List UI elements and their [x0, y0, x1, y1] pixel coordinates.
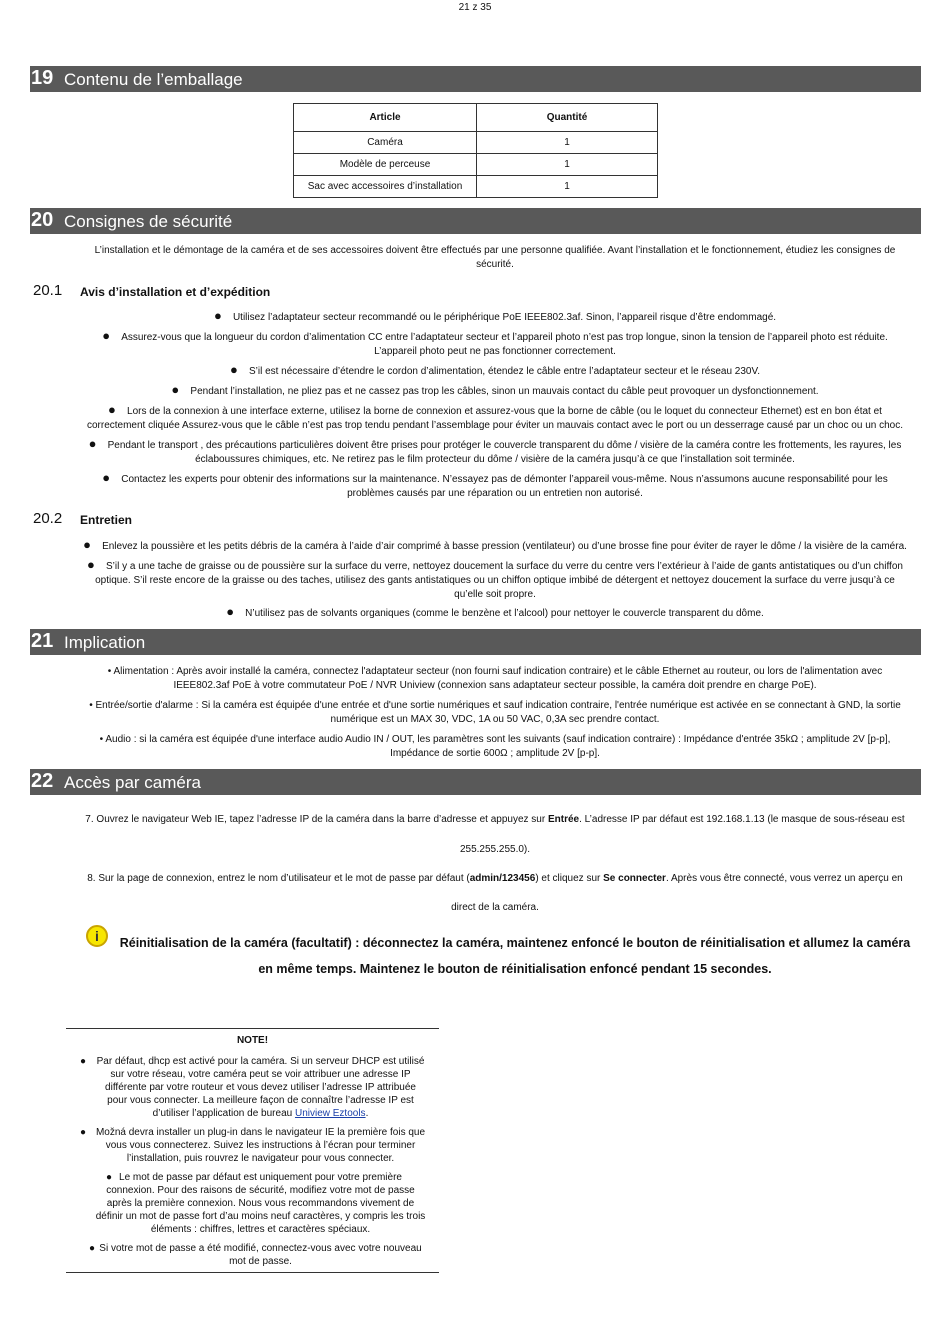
- note-item-1: [88, 1055, 433, 1120]
- text-line: Réinitialisation de la caméra (facultatif) : déconnectez la caméra, maintenez enfoncé le bouton de réinitialisation et allumez la caméra: [119, 936, 911, 950]
- table-cell: 1: [477, 154, 658, 176]
- bullet-icon: ●: [87, 557, 95, 572]
- bullet-text: qu’elle soit propre.: [454, 589, 536, 600]
- section-title: Implication: [64, 633, 146, 652]
- list-item: [60, 403, 930, 433]
- text-line: sur votre réseau, votre caméra peut se voir attribuer une adresse IP: [110, 1069, 411, 1080]
- bullet-icon: ●: [102, 328, 111, 343]
- section-21-header: [30, 629, 921, 655]
- table-cell: Caméra: [294, 132, 477, 154]
- bullet-icon: ●: [80, 1127, 87, 1138]
- text-line: mot de passe.: [229, 1256, 292, 1267]
- step-7-line2: 255.255.255.0).: [459, 844, 531, 855]
- bullet-icon: ●: [229, 362, 238, 377]
- note-item-2: [88, 1126, 433, 1165]
- bullet-text: Contactez les experts pour obtenir des informations sur la maintenance. N’essayez pas de démonter l’appareil vous-même. Nous n’assumons aucune responsabilité pour les: [121, 474, 888, 485]
- list-item: [60, 605, 930, 621]
- bullet-text: Pendant le transport , des précautions particulières doivent être prises pour protéger le couvercle transparent du dôme / visière de la caméra contre les frottements, les rayures, les: [107, 440, 902, 451]
- text-line: définir un mot de passe fort d’au moins neuf caractères, y compris les trois: [95, 1211, 426, 1222]
- text-span: . Après vous être connecté, vous verrez un aperçu en: [665, 873, 903, 884]
- list-item: [60, 363, 930, 379]
- text-span: 7. Ouvrez le navigateur Web IE, tapez l’adresse IP de la caméra dans la barre d’adresse et appuyez sur: [85, 814, 548, 825]
- bullet-icon: ●: [108, 402, 116, 417]
- list-item: [60, 329, 930, 359]
- bullet-icon: ●: [213, 308, 222, 323]
- bold-text: Se connecter: [603, 873, 666, 884]
- safety-intro: [60, 244, 930, 272]
- list-item: [60, 309, 930, 325]
- step-8: [60, 872, 930, 886]
- subsection-title: Entretien: [80, 513, 133, 527]
- note-item-4: [88, 1242, 433, 1268]
- subsection-20-2: [33, 510, 133, 527]
- implication-power: [60, 665, 930, 693]
- table-cell: 1: [477, 176, 658, 198]
- bullet-text: Enlevez la poussière et les petits débris de la caméra à l’aide d’air comprimé à basse pression (ventilateur) ou d’une brosse fine pour éviter de rayer le dôme / la visière de la caméra.: [102, 541, 907, 552]
- bullet-text: correctement cliquée Assurez-vous que le câble n’est pas trop tendu pendant l’assemblage pour éviter un mauvais contact avec le port ou un desserrage causé par un choc ou un choc.: [86, 420, 904, 431]
- bullet-text: N’utilisez pas de solvants organiques (comme le benzène et l’alcool) pour nettoyer le couvercle transparent du dôme.: [245, 608, 764, 619]
- text-line: éléments : chiffres, lettres et caractères spéciaux.: [150, 1224, 371, 1235]
- text-line: Impédance de sortie 600Ω ; amplitude 2V [p-p].: [390, 748, 600, 759]
- bullet-icon: ●: [106, 1172, 113, 1183]
- bullet-text: problèmes causés par une réparation ou un entretien non autorisé.: [347, 488, 643, 499]
- table-cell: 1: [477, 132, 658, 154]
- implication-audio: [60, 733, 930, 761]
- text-line: Le mot de passe par défaut est uniquement pour votre première: [119, 1172, 402, 1183]
- uniview-eztools-link[interactable]: Uniview Eztools: [294, 1108, 366, 1119]
- list-item: [60, 437, 930, 467]
- bullet-icon: ●: [226, 604, 235, 619]
- bullet-text: L’appareil photo peut ne pas fonctionner correctement.: [374, 346, 616, 357]
- text-line: différente par votre routeur et vous devez utiliser l’adresse IP attribuée: [105, 1082, 416, 1093]
- text-line: [88, 1107, 433, 1120]
- table-row: [294, 176, 658, 198]
- bullet-icon: ●: [102, 470, 111, 485]
- text-line: Si votre mot de passe a été modifié, connectez-vous avec votre nouveau: [99, 1243, 422, 1254]
- section-22-header: [30, 769, 921, 795]
- section-number: 22: [31, 770, 54, 792]
- bullet-text: Utilisez l’adaptateur secteur recommandé ou le périphérique PoE IEEE802.3af. Sinon, l’appareil risque d’être endommagé.: [232, 312, 777, 323]
- bullet-icon: ●: [89, 1243, 96, 1254]
- text-line: Par défaut, dhcp est activé pour la caméra. Si un serveur DHCP est utilisé: [96, 1056, 425, 1067]
- section-19-header: [30, 66, 921, 92]
- section-title: Consignes de sécurité: [64, 212, 233, 231]
- bullet-icon: ●: [83, 537, 91, 552]
- bullet-text: S’il est nécessaire d’étendre le cordon d’alimentation, étendez le câble entre l’adaptateur secteur et le réseau 230V.: [248, 366, 761, 377]
- bold-text: Entrée: [547, 814, 580, 825]
- text-span: .: [365, 1108, 369, 1119]
- page-number: 21 z 35: [458, 2, 492, 13]
- step-8-line2: direct de la caméra.: [451, 902, 539, 913]
- subsection-number: 20.2: [33, 510, 63, 527]
- bullet-icon: ●: [88, 436, 97, 451]
- text-line: numérique est un MAX 30, VDC, 1A ou 50 VAC, 0,3A sec prendre contact.: [330, 714, 660, 725]
- bullet-icon: ●: [171, 382, 180, 397]
- bullet-text: Pendant l’installation, ne pliez pas et ne cassez pas trop les câbles, sinon un mauvais contact du câble peut provoquer un dysfonctionnement.: [190, 386, 819, 397]
- text-span: . L’adresse IP par défaut est 192.168.1.13 (le masque de sous-réseau est: [579, 814, 905, 825]
- subsection-number: 20.1: [33, 282, 63, 299]
- table-cell: Modèle de perceuse: [294, 154, 477, 176]
- subsection-20-1: [33, 282, 271, 299]
- implication-alarm: [60, 699, 930, 727]
- section-number: 19: [31, 67, 54, 89]
- section-title: Accès par caméra: [64, 773, 201, 792]
- text-line: • Entrée/sortie d'alarme : Si la caméra est équipée d'une entrée et d'une sortie numériques et sauf indication contraire, l'entrée numérique est activée en se connectant à GND, la sortie: [89, 700, 901, 711]
- info-icon: i: [86, 925, 108, 947]
- list-item: [60, 471, 930, 501]
- bullet-text: Assurez-vous que la longueur du cordon d’alimentation CC entre l’adaptateur secteur et l’appareil photo n’est pas trop longue, sinon la tension de l’appareil photo est réduite.: [121, 332, 888, 343]
- text-line: en même temps. Maintenez le bouton de réinitialisation enfoncé pendant 15 secondes.: [258, 962, 772, 976]
- list-item: [60, 558, 930, 602]
- section-number: 21: [31, 630, 54, 652]
- step-7: [60, 813, 930, 827]
- bullet-text: éclaboussures chimiques, etc. Ne retirez pas le film protecteur du dôme / visière de la caméra jusqu’à ce que l’installation soit terminée.: [195, 454, 795, 465]
- package-table: [293, 103, 658, 198]
- note-item-3: [88, 1171, 433, 1236]
- text-span: ) et cliquez sur: [535, 873, 604, 884]
- bullet-text: S’il y a une tache de graisse ou de poussière sur la surface du verre, nettoyez doucement la surface du verre du centre vers l’extérieur à l’aide de gants antistatiques ou d’un chiffon: [106, 561, 903, 572]
- bullet-text: Lors de la connexion à une interface externe, utilisez la borne de connexion et assurez-vous que la borne de câble (ou le loquet du connecteur Ethernet) est en bon état et: [127, 406, 882, 417]
- bullet-icon: ●: [80, 1056, 87, 1067]
- bullet-text: optique. S’il reste encore de la graisse ou des taches, utilisez des gants antistatiques ou un chiffon optique imbibé de détergent et nettoyez doucement la surface du verre jusqu’à ce: [95, 575, 895, 586]
- table-cell: Sac avec accessoires d’installation: [294, 176, 477, 198]
- list-item: [60, 383, 930, 399]
- text-line: Možná devra installer un plug-in dans le navigateur IE la première fois que: [95, 1127, 426, 1138]
- bold-text: admin/123456: [469, 873, 536, 884]
- text-line: après la première connexion. Nous vous recommandons vivement de: [106, 1198, 415, 1209]
- text-span: d’utiliser l’application de bureau: [152, 1108, 295, 1119]
- text-line: L’installation et le démontage de la caméra et de ses accessoires doivent être effectués par une personne qualifiée. Avant l’installation et le fonctionnement, étudiez les consignes de: [94, 245, 896, 256]
- text-line: IEEE802.3af PoE à votre commutateur PoE / NVR Uniview (connexion sans adaptateur secteur possible, la caméra doit prendre en charge PoE).: [173, 680, 817, 691]
- table-header: Quantité: [477, 104, 658, 132]
- reset-instructions: [110, 930, 920, 982]
- text-line: pour vous connecter. La meilleure façon de connaître l’adresse IP est: [107, 1095, 414, 1106]
- list-item: [60, 538, 930, 554]
- note-box: [66, 1028, 439, 1273]
- note-title: NOTE!: [236, 1035, 269, 1046]
- section-number: 20: [31, 209, 54, 231]
- section-title: Contenu de l’emballage: [64, 70, 243, 89]
- table-row: [294, 154, 658, 176]
- text-line: • Audio : si la caméra est équipée d'une interface audio Audio IN / OUT, les paramètres sont les suivants (sauf indication contraire) : Impédance d'entrée 35kΩ ; amplitude 2V [p-p],: [99, 734, 891, 745]
- section-20-header: [30, 208, 921, 234]
- table-header: Article: [294, 104, 477, 132]
- subsection-title: Avis d’installation et d’expédition: [80, 285, 271, 299]
- text-line: • Alimentation : Après avoir installé la caméra, connectez l'adaptateur secteur (non fourni sauf indication contraire) et le câble Ethernet au routeur, ou lors de l'alimentation avec: [107, 666, 883, 677]
- text-line: l’installation, puis rouvrez le navigateur pour vous connecter.: [126, 1153, 395, 1164]
- text-line: sécurité.: [476, 259, 514, 270]
- text-line: vous vous connecterez. Suivez les instructions à l’écran pour terminer: [105, 1140, 416, 1151]
- table-row: [294, 132, 658, 154]
- text-line: connexion. Pour des raisons de sécurité, modifiez votre mot de passe: [106, 1185, 415, 1196]
- text-span: 8. Sur la page de connexion, entrez le nom d’utilisateur et le mot de passe par défaut (: [87, 873, 470, 884]
